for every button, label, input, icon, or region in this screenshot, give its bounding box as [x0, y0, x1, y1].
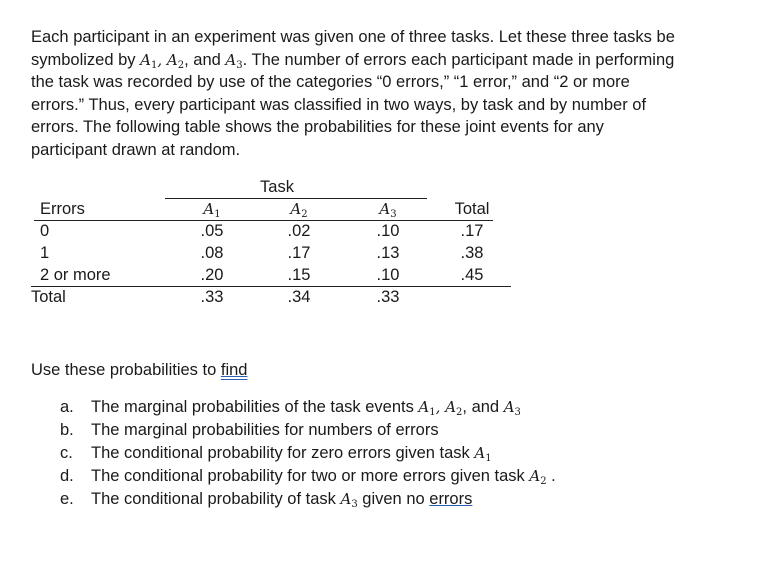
intro-text: , and	[184, 50, 226, 69]
instruction-text: Use these probabilities to	[31, 361, 221, 379]
cell-total: .38	[460, 244, 484, 262]
question-label: a.	[60, 398, 74, 416]
cell-a1: .20	[200, 266, 224, 284]
intro-line-1	[31, 26, 751, 49]
intro-text: errors.” Thus, every participant was classified in two ways, by task and by number of	[31, 95, 647, 114]
question-text: The marginal probabilities of the task events $A_1$, $A_2$, and $A_3$	[91, 398, 521, 418]
errors-spellcheck-word[interactable]: errors	[429, 490, 473, 508]
task-symbol-a2: $A_2$	[166, 50, 185, 71]
question-label: d.	[60, 467, 74, 485]
total-a2: .34	[287, 288, 311, 306]
table-header-row	[31, 198, 511, 220]
cell-a3: .10	[376, 222, 400, 240]
task-symbol-a3: $A_3$	[225, 50, 243, 71]
intro-line-2	[31, 49, 751, 72]
find-spellcheck-word[interactable]: find	[220, 361, 248, 379]
cell-a1: .08	[200, 244, 224, 262]
column-header-a2: $A_2$	[290, 200, 308, 220]
question-label: c.	[60, 444, 73, 462]
intro-text: symbolized by	[31, 50, 141, 69]
separator: ,	[157, 50, 167, 69]
question-d	[60, 465, 740, 488]
question-label: e.	[60, 490, 74, 508]
cell-a2: .02	[287, 222, 311, 240]
column-header-a3: $A_3$	[379, 200, 397, 220]
column-header-a1: $A_1$	[203, 200, 221, 220]
total-column-header: Total	[454, 200, 490, 218]
row-label: 0	[40, 222, 50, 240]
row-label: 2 or more	[40, 266, 111, 284]
cell-total: .45	[460, 266, 484, 284]
intro-text: the task was recorded by use of the categories “0 errors,” “1 error,” and “2 or more	[31, 73, 630, 91]
question-b	[60, 419, 740, 442]
cell-total: .17	[460, 222, 484, 240]
question-text: The conditional probability for two or more errors given task $A_2$ .	[91, 467, 556, 487]
errors-column-header: Errors	[40, 200, 85, 218]
intro-text: . The number of errors each participant made in performing	[242, 50, 675, 69]
cell-a3: .10	[376, 266, 400, 284]
intro-line-4	[31, 94, 751, 117]
intro-text: participant drawn at random.	[31, 140, 241, 159]
cell-a3: .13	[376, 244, 400, 262]
question-a	[60, 396, 740, 419]
probability-table	[31, 176, 511, 311]
question-text: The marginal probabilities for numbers of errors	[91, 421, 439, 439]
total-a1: .33	[200, 288, 224, 306]
question-c	[60, 442, 740, 465]
table-row	[31, 242, 511, 264]
intro-line-5	[31, 116, 751, 139]
task-header: Task	[260, 178, 294, 196]
intro-text: errors. The following table shows the probabilities for these joint events for any	[31, 118, 604, 136]
question-label: b.	[60, 421, 74, 439]
question-text: The conditional probability for zero errors given task $A_1$	[91, 444, 492, 464]
table-row	[31, 264, 511, 286]
row-label: 1	[40, 244, 50, 262]
intro-line-6	[31, 139, 751, 162]
table-row	[31, 220, 511, 242]
question-list	[60, 396, 740, 511]
instruction	[31, 359, 247, 381]
problem-statement	[31, 26, 751, 161]
total-row	[31, 286, 511, 308]
question-text: The conditional probability of task $A_3$ given no errors	[91, 490, 473, 510]
cell-a2: .15	[287, 266, 311, 284]
intro-text: Each participant in an experiment was given one of three tasks. Let these three tasks be	[31, 28, 675, 46]
task-symbol-a1: $A_1$	[140, 50, 158, 71]
total-row-label: Total	[31, 288, 66, 306]
intro-line-3	[31, 71, 751, 94]
question-e	[60, 488, 740, 511]
cell-a2: .17	[287, 244, 311, 262]
total-a3: .33	[376, 288, 400, 306]
cell-a1: .05	[200, 222, 224, 240]
